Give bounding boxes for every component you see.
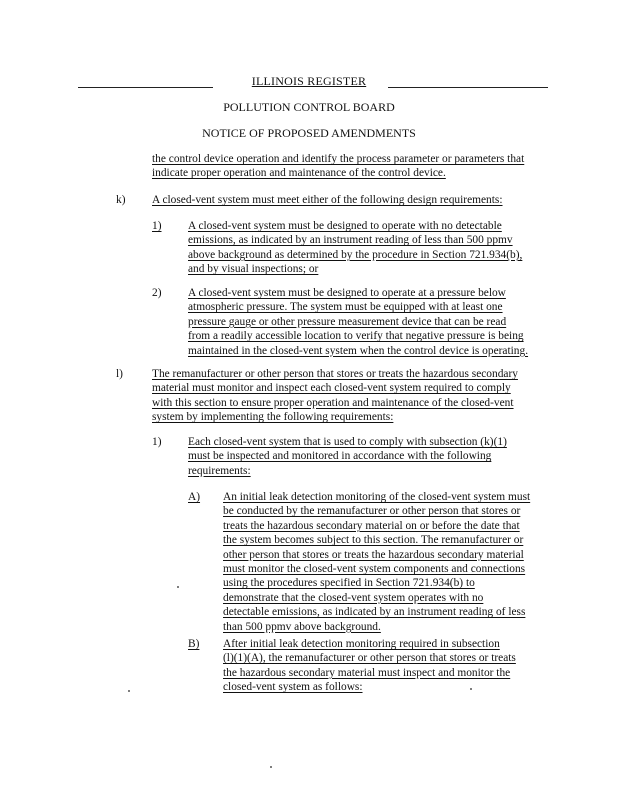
section-k-label: k) (116, 194, 126, 206)
text-line: must be inspected and monitored in accordance with the following (188, 450, 492, 463)
section-l-subA-text (223, 490, 553, 634)
text-line: using the procedures specified in Section 721.934(b) to (223, 577, 475, 590)
text-line: other person that stores or treats the hazardous secondary material (223, 548, 524, 561)
text-line: than 500 ppmv above background. (223, 620, 381, 633)
continuation-line: indicate proper operation and maintenance of the control device. (152, 167, 446, 180)
scan-speck (470, 688, 472, 690)
text-line: treats the hazardous secondary material on or before the date that (223, 519, 520, 532)
text-line: requirements: (188, 464, 251, 477)
text-line: (l)(1)(A), the remanufacturer or other person that stores or treats (223, 652, 516, 665)
text-line: closed-vent system as follows: (223, 681, 363, 694)
text-line: from a readily accessible location to verify that negative pressure is being (188, 330, 524, 343)
scan-speck (177, 586, 179, 588)
text-line: the hazardous secondary material must inspect and monitor the (223, 666, 511, 679)
section-l-label: l) (116, 368, 123, 380)
text-line: A closed-vent system must be designed to operate at a pressure below (188, 287, 506, 299)
section-k-item2-label: 2) (152, 287, 162, 299)
section-l-subB-text (223, 637, 553, 695)
text-line: material must monitor and inspect each closed-vent system required to comply (152, 382, 511, 395)
text-line: emissions, as indicated by an instrument reading of less than 500 ppmv (188, 234, 513, 247)
section-k-item1-label: 1) (152, 220, 162, 232)
text-line: above background as determined by the procedure in Section 721.934(b), (188, 248, 523, 261)
section-l-item1-label: 1) (152, 436, 162, 448)
text-line: must monitor the closed-vent system components and connections (223, 563, 526, 576)
continuation-paragraph (152, 152, 552, 181)
text-line: detectable emissions, as indicated by an instrument reading of less (223, 606, 526, 619)
text-line: with this section to ensure proper operation and maintenance of the closed-vent (152, 396, 514, 409)
section-l-text (152, 367, 552, 425)
text-line: be conducted by the remanufacturer or other person that stores or (223, 505, 521, 518)
header-board: POLLUTION CONTROL BOARD (223, 100, 395, 114)
continuation-line: the control device operation and identify the process parameter or parameters that (152, 153, 525, 165)
text-line: After initial leak detection monitoring required in subsection (223, 638, 500, 650)
text-line: Each closed-vent system that is used to comply with subsection (k)(1) (188, 436, 507, 448)
text-line: demonstrate that the closed-vent system operates with no (223, 591, 484, 604)
section-k-item2-text (188, 286, 548, 358)
section-k-item1-text (188, 219, 548, 277)
scan-speck (128, 690, 130, 692)
text-line: A closed-vent system must be designed to operate with no detectable (188, 220, 502, 232)
text-line: atmospheric pressure. The system must be equipped with at least one (188, 301, 503, 314)
text-line: An initial leak detection monitoring of the closed-vent system must (223, 491, 531, 503)
header-register: ILLINOIS REGISTER (251, 74, 367, 88)
text-line: and by visual inspections; or (188, 263, 319, 276)
header-notice: NOTICE OF PROPOSED AMENDMENTS (202, 126, 416, 140)
text-line: pressure gauge or other pressure measurement device that can be read (188, 315, 507, 328)
section-k-text: A closed-vent system must meet either of the following design requirements: (152, 194, 503, 206)
text-line: system by implementing the following requirements: (152, 411, 394, 424)
section-l-subA-label: A) (188, 491, 201, 503)
text-line: the system becomes subject to this section. The remanufacturer or (223, 534, 524, 547)
text-line: The remanufacturer or other person that stores or treats the hazardous secondary (152, 368, 518, 380)
section-l-item1-text (188, 435, 548, 478)
section-l-subB-label: B) (188, 638, 200, 650)
scan-speck (270, 766, 272, 768)
text-line: maintained in the closed-vent system when the control device is operating. (188, 344, 529, 357)
